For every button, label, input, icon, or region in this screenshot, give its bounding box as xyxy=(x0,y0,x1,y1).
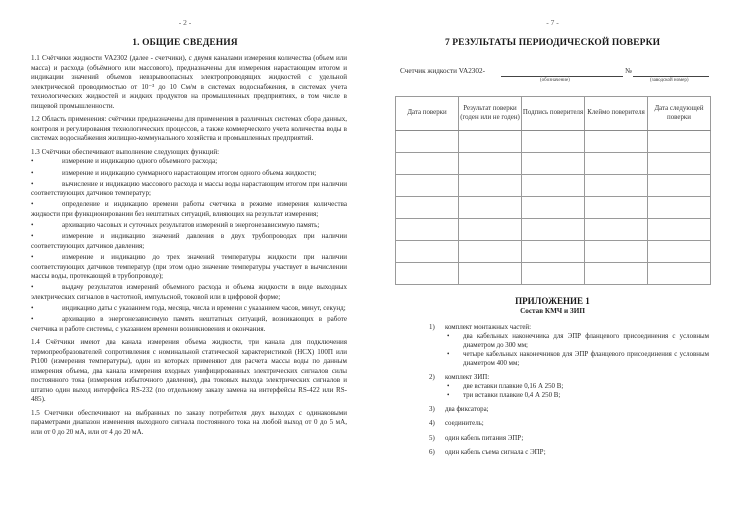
appendix-item-number: 2) xyxy=(429,373,435,381)
bullet-icon: • xyxy=(447,382,450,390)
bullet-icon: • xyxy=(31,157,34,166)
function-text: вычисление и индикацию массового расхода и массы воды нарастающим итогом при наличии соответствующих датчиков температур; xyxy=(31,179,347,198)
function-list-item xyxy=(31,200,347,219)
function-list-item xyxy=(31,169,347,179)
appendix-subitem-text: две вставки плавкие 0,16 А 250 В; xyxy=(463,382,564,390)
table-cell[interactable] xyxy=(459,175,522,197)
appendix-item-text: соединитель; xyxy=(445,420,484,428)
table-cell[interactable] xyxy=(585,131,648,153)
table-cell[interactable] xyxy=(396,263,459,285)
paragraph-1-5: 1.5 Счетчики обеспечивают на выбранных по заказу потребителя двух выходах с одинаковыми параметрами диапазон изменения выходного сигнала постоянного тока на любой выход от 0 до 5 мА, или от 0 до 20 мА, или от 4 до 20 мА. xyxy=(31,408,347,437)
table-cell[interactable] xyxy=(585,219,648,241)
header-next-verification-date: Дата следующей поверки xyxy=(648,97,711,131)
appendix-item-text: комплект монтажных частей: xyxy=(445,324,531,331)
function-list-item xyxy=(31,315,347,334)
table-row xyxy=(396,153,711,175)
section-body xyxy=(31,54,347,442)
meter-identification-line xyxy=(400,67,705,87)
page-number: - 2 - xyxy=(178,18,192,27)
appendix-item-text: один кабель питания ЭПР; xyxy=(445,434,524,442)
table-cell[interactable] xyxy=(648,263,711,285)
table-row xyxy=(396,241,711,263)
appendix-item xyxy=(429,324,709,369)
table-cell[interactable] xyxy=(396,219,459,241)
bullet-icon: • xyxy=(31,232,34,241)
function-list-item xyxy=(31,157,347,167)
bullet-icon: • xyxy=(447,350,450,358)
appendix-subitem-text: четыре кабельных наконечников для ЭПР фланцевого присоединения с условным диаметром 400 мм; xyxy=(463,350,709,367)
function-list-item xyxy=(31,232,347,251)
meter-label: Счетчик жидкости VA2302- xyxy=(400,67,485,75)
table-cell[interactable] xyxy=(648,219,711,241)
bullet-icon: • xyxy=(31,283,34,292)
table-cell[interactable] xyxy=(648,175,711,197)
bullet-icon: • xyxy=(31,303,34,312)
appendix-item-number: 4) xyxy=(429,420,435,428)
bullet-icon: • xyxy=(31,200,34,209)
function-text: измерение и индикацию значений давления в двух трубопроводах при наличии соответствующих датчиков давления; xyxy=(31,232,347,250)
function-text: измерение и индикацию суммарного нарастающим итогом одного объема жидкости; xyxy=(62,168,317,177)
appendix-item xyxy=(429,420,709,429)
table-cell[interactable] xyxy=(585,263,648,285)
table-cell[interactable] xyxy=(459,219,522,241)
function-text: измерение и индикацию одного объемного расхода; xyxy=(62,157,218,166)
table-cell[interactable] xyxy=(585,153,648,175)
bullet-icon: • xyxy=(31,252,34,261)
table-cell[interactable] xyxy=(459,241,522,263)
bullet-icon: • xyxy=(31,179,34,188)
table-cell[interactable] xyxy=(522,263,585,285)
function-text: архивацию часовых и суточных результатов измерений в энергонезависимую память; xyxy=(62,221,320,230)
table-cell[interactable] xyxy=(648,131,711,153)
appendix-subitem-text: два кабельных наконечника для ЭПР фланцевого присоединения с условным диаметром до 300 мм; xyxy=(463,332,709,349)
appendix-subtitle: Состав КМЧ и ЗИП xyxy=(520,307,585,315)
function-text: архивацию в энергонезависимую память нештатных ситуаций, возникающих в работе счетчика и работе системы, с указанием времени возникновения и окончания. xyxy=(31,315,347,333)
table-cell[interactable] xyxy=(459,153,522,175)
appendix-item xyxy=(429,374,709,401)
table-cell[interactable] xyxy=(459,197,522,219)
header-verification-date: Дата поверки xyxy=(396,97,459,131)
appendix-item xyxy=(429,449,709,458)
table-cell[interactable] xyxy=(396,153,459,175)
appendix-item-text: комплект ЗИП: xyxy=(445,373,490,381)
table-cell[interactable] xyxy=(522,219,585,241)
appendix-item xyxy=(429,435,709,444)
table-cell[interactable] xyxy=(396,241,459,263)
appendix-subitem xyxy=(445,351,709,369)
appendix-subitem xyxy=(445,333,709,351)
function-list-item xyxy=(31,253,347,282)
paragraph-1-2: 1.2 Область применения: счётчики предназначены для применения в различных системах сбора данных, контроля и регулирования технологических процессов, а также коммерческого учета количества воды в системах водоснабжения жилищно-коммунального хозяйства и промышленных предприятий. xyxy=(31,115,347,143)
table-cell[interactable] xyxy=(522,197,585,219)
appendix-item xyxy=(429,406,709,415)
bullet-icon: • xyxy=(31,168,34,177)
paragraph-1-3-intro: 1.3 Счётчики обеспечивают выполнение следующих функций: xyxy=(31,147,220,156)
function-list-item xyxy=(31,221,347,231)
function-list-item xyxy=(31,180,347,199)
functions-list xyxy=(31,157,347,334)
table-cell[interactable] xyxy=(585,175,648,197)
appendix-sublist xyxy=(445,383,709,401)
right-page xyxy=(370,0,735,520)
table-cell[interactable] xyxy=(522,153,585,175)
designation-caption: (обозначение) xyxy=(540,78,570,83)
designation-field[interactable] xyxy=(501,76,623,77)
table-row xyxy=(396,219,711,241)
bullet-icon: • xyxy=(31,221,34,230)
appendix-subitem xyxy=(445,392,709,401)
page-number: - 7 - xyxy=(546,18,559,27)
table-row xyxy=(396,131,711,153)
appendix-item-number: 5) xyxy=(429,434,435,442)
table-body xyxy=(396,131,711,285)
bullet-icon: • xyxy=(447,391,450,399)
paragraph-1-1: 1.1 Счётчики жидкости VA2302 (далее - счетчики), с двумя каналами измерения количества (объем или масса) и расхода (объёмного или массового), предназначены для измерения нарастающим итогом и индикации значений объемов невзрывоопасных электропроводящих жидкостей с удельной электрической проводимостью от 10⁻³ до 10 См/м в системах водоснабжения, в системах учета технологических жидкостей и жидких продуктов на промышленных предприятиях, в том числе в пищевой промышленности. xyxy=(31,54,347,110)
appendix-item-text: один кабель съема сигнала с ЭПР; xyxy=(445,448,546,456)
table-row xyxy=(396,263,711,285)
table-row xyxy=(396,175,711,197)
serial-number-field[interactable] xyxy=(633,76,709,77)
table-cell[interactable] xyxy=(459,131,522,153)
table-cell[interactable] xyxy=(648,197,711,219)
appendix-item-number: 6) xyxy=(429,448,435,456)
function-text: индикацию даты с указанием года, месяца, числа и времени с указанием часов, минут, секунд; xyxy=(62,303,346,312)
table-cell[interactable] xyxy=(585,197,648,219)
paragraph-1-4: 1.4 Счётчики имеют два канала измерения объема жидкости, три канала для подключения термопреобразователей сопротивления с номинальной статической характеристикой (НСХ) 100П или Pt100 (измерения температуры), один из которых применяют для расчета массы воды по данным измерения объема, два канала измерения входных унифицированных электрических сигналов силы постоянного тока (измерения избыточного давления), два токовых выхода электрических сигналов и штатно один выход интерфейса RS-232 (по отдельному заказу замена на интерфейсы RS-422 или RS-485). xyxy=(31,338,347,404)
table-cell[interactable] xyxy=(648,153,711,175)
header-verification-result: Результат поверки (годен или не годен) xyxy=(459,97,522,131)
table-cell[interactable] xyxy=(522,175,585,197)
appendix-sublist xyxy=(445,333,709,369)
number-sign: № xyxy=(625,67,632,75)
verification-results-table xyxy=(395,96,711,285)
appendix-list xyxy=(429,324,709,463)
appendix-subitem xyxy=(445,383,709,392)
function-text: выдачу результатов измерений объемного расхода и объема жидкости в виде выходных электрических сигналов в частотной, импульсной, токовой или в цифровой форме; xyxy=(31,283,347,301)
appendix-title: ПРИЛОЖЕНИЕ 1 xyxy=(515,296,590,306)
table-cell[interactable] xyxy=(459,263,522,285)
table-cell[interactable] xyxy=(396,131,459,153)
table-header-row xyxy=(396,97,711,131)
section-heading: 1. ОБЩИЕ СВЕДЕНИЯ xyxy=(132,38,238,48)
header-verifier-signature: Подпись поверителя xyxy=(522,97,585,131)
appendix-subitem-text: три вставки плавкие 0,4 А 250 В; xyxy=(463,391,561,399)
table-cell[interactable] xyxy=(522,241,585,263)
table-row xyxy=(396,197,711,219)
function-text: измерение и индикацию до трех значений температуры жидкости при наличии соответствующих датчиков температур (при этом одно значение температуры участвует в вычислении массы воды, протекающей в трубопроводе); xyxy=(31,252,347,281)
appendix-item-number: 3) xyxy=(429,406,435,414)
header-verifier-stamp: Клеймо поверителя xyxy=(585,97,648,131)
function-text: определение и индикацию времени работы счетчика в режиме измерения количества жидкости при функционировании без нештатных ситуаций, влияющих на результат измерения; xyxy=(31,200,347,218)
section-heading: 7 РЕЗУЛЬТАТЫ ПЕРИОДИЧЕСКОЙ ПОВЕРКИ xyxy=(444,38,661,48)
serial-number-caption: (заводской номер) xyxy=(650,78,689,83)
function-list-item xyxy=(31,304,347,314)
table-cell[interactable] xyxy=(585,241,648,263)
table-cell[interactable] xyxy=(396,175,459,197)
table-cell[interactable] xyxy=(648,241,711,263)
table-cell[interactable] xyxy=(522,131,585,153)
function-list-item xyxy=(31,283,347,302)
appendix-item-number: 1) xyxy=(429,324,435,331)
appendix-item-text: два фиксатора; xyxy=(445,406,489,414)
bullet-icon: • xyxy=(31,315,34,324)
table-cell[interactable] xyxy=(396,197,459,219)
bullet-icon: • xyxy=(447,332,450,340)
